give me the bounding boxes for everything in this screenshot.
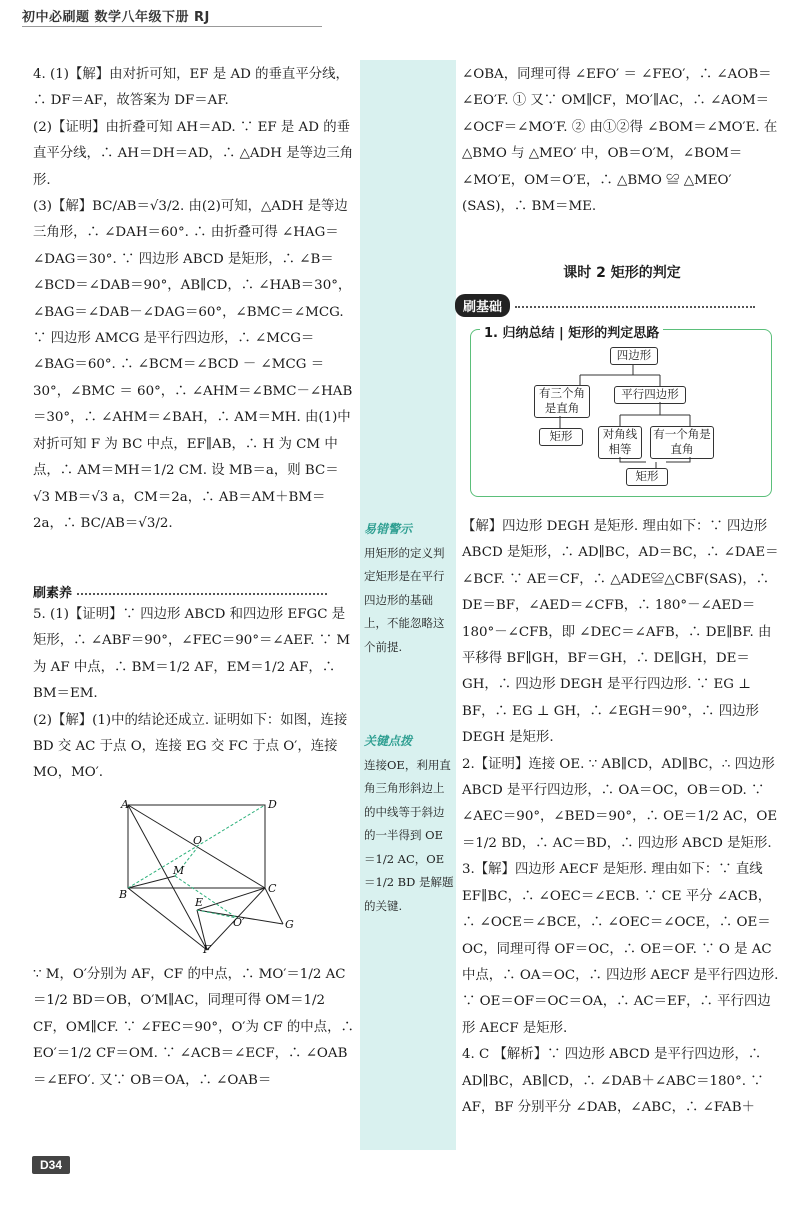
section-suyang-label: 刷素养 bbox=[33, 586, 73, 601]
right-column-answers bbox=[462, 514, 782, 1121]
problem-4-part-3: (3)【解】BC/AB＝√3/2. 由(2)可知，△ADH 是等边三角形，∴ ∠DAH＝60°. ∴ 由折叠可得 ∠HAG＝∠DAG＝30°. ∵ 四边形 ABCD 是矩形，∴ ∠B＝∠BCD＝∠DAB＝90°，AB∥CD，∴ ∠HAB＝30°，∠BAG＝∠DAB－∠DAG＝60°，∠BMC＝∠MCG. ∵ 四边形 AMCG 是平行四边形，∴ ∠MCG＝∠BAG＝60°. ∴ ∠BCM＝∠BCD － ∠MCG ＝ 30°，∠BMC ＝ 60°，∴ ∠AHM＝∠BMC－∠HAB＝30°，∴ ∠AHM＝∠BAH，∴ AM＝MH. 由(1)中对折可知 F 为 BC 中点，EF∥AB，∴ H 为 CM 中点，∴ AM＝MH＝1/2 CM. 设 MB＝a，则 BC＝√3 MB＝√3 a，CM＝2a，∴ AB＝AM＋BM＝2a，∴ BC/AB＝√3/2. bbox=[33, 199, 353, 531]
header-rule bbox=[22, 26, 322, 27]
mm-rectangle-1: 矩形 bbox=[539, 428, 583, 446]
label-o: O bbox=[193, 834, 203, 847]
label-m: M bbox=[173, 864, 185, 877]
label-o-prime: O′ bbox=[233, 916, 245, 929]
problem-4-part-2: (2)【证明】由折叠可知 AH＝AD. ∵ EF 是 AD 的垂直平分线，∴ AH＝DH＝AD，∴ △ADH 是等边三角形. bbox=[33, 119, 354, 188]
problem-3-answer: 3.【解】四边形 AECF 是矩形. 理由如下：∵ 直线 EF∥BC，∴ ∠OEC＝∠ECB. ∵ CE 平分 ∠ACB，∴ ∠OCE＝∠BCE，∴ ∠OEC＝∠OCE，∴ OE＝OC，同理可得 OF＝OC，∴ OE＝OF. ∵ O 是 AC 中点，∴ OA＝OC，∴ 四边形 AECF 是平行四边形. ∵ OE＝OF＝OC＝OA，∴ AC＝EF，∴ 平行四边形 AECF 是矩形. bbox=[462, 862, 779, 1036]
label-g: G bbox=[285, 918, 294, 931]
badge-shuajichu: 刷基础 bbox=[455, 294, 510, 317]
side-note-key-body: 连接OE，利用直角三角形斜边上的中线等于斜边的一半得到 OE＝1/2 AC，OE＝1/2 BD 是解题的关键. bbox=[364, 757, 454, 913]
page-number: D34 bbox=[32, 1156, 70, 1174]
side-note-mistake bbox=[364, 518, 454, 659]
mm-three-right-angles: 有三个角是直角 bbox=[534, 385, 590, 418]
problem-5-conclusion: ∠OBA，同理可得 ∠EFO′ ＝ ∠FEO′，∴ ∠AOB＝∠EO′F. ① 又∵ OM∥CF，MO′∥AC，∴ ∠AOM＝∠OCF＝∠MO′F. ② 由①②得 ∠BOM＝∠MO′E. 在 △BMO 与 △MEO′ 中，OB＝O′M，∠BOM＝∠MO′E，OM＝O′E，∴ △BMO ≌ △MEO′ (SAS)，∴ BM＝ME. bbox=[462, 67, 778, 215]
running-header: 初中必刷题 数学八年级下册 RJ bbox=[22, 10, 210, 25]
label-d: D bbox=[268, 800, 277, 811]
badge-dotted-rule bbox=[515, 306, 755, 308]
mm-rectangle-2: 矩形 bbox=[626, 468, 668, 486]
problem-4-answer: 4. C 【解析】∵ 四边形 ABCD 是平行四边形，∴ AD∥BC，AB∥CD，∴ ∠DAB＋∠ABC＝180°. ∵ AF，BF 分别平分 ∠DAB，∠ABC，∴ ∠FAB＋ bbox=[462, 1047, 764, 1115]
problem-4-part-1: 4. (1)【解】由对折可知，EF 是 AD 的垂直平分线，∴ DF＝AF，故答案为 DF＝AF. bbox=[33, 67, 349, 109]
problem-2-answer: 2.【证明】连接 OE. ∵ AB∥CD，AD∥BC，∴ 四边形 ABCD 是平行四边形，∴ OA＝OC，OB＝OD. ∵ ∠AEC＝90°，∠BED＝90°，∴ OE＝1/2 AC，OE＝1/2 BD，∴ AC＝BD，∴ 四边形 ABCD 是矩形. bbox=[462, 756, 778, 851]
mindmap-title: 1. 归纳总结 | 矩形的判定思路 bbox=[480, 322, 663, 341]
label-b: B bbox=[119, 888, 128, 901]
label-a: A bbox=[121, 800, 129, 811]
label-c: C bbox=[268, 882, 277, 895]
mm-one-right-angle: 有一个角是直角 bbox=[650, 426, 714, 459]
shuajichu-bar bbox=[455, 294, 755, 317]
label-f: F bbox=[203, 943, 211, 955]
problem-5-proof bbox=[33, 962, 355, 1094]
label-e: E bbox=[195, 896, 204, 909]
mindmap-connectors bbox=[520, 360, 730, 470]
mm-equal-diagonals: 对角线相等 bbox=[598, 426, 642, 459]
problem-5-part-3: ∵ M，O′分别为 AF，CF 的中点，∴ MO′＝1/2 AC＝1/2 BD＝OB，O′M∥AC，同理可得 OM＝1/2 CF，OM∥CF. ∵ ∠FEC＝90°，O′为 CF 的中点，∴ EO′＝1/2 CF＝OM. ∵ ∠ACB＝∠ECF，∴ ∠OAB＝∠EFO′. 又∵ OB＝OA，∴ ∠OAB＝ bbox=[33, 967, 354, 1088]
section-suyang bbox=[33, 582, 327, 601]
left-column bbox=[33, 62, 355, 537]
dotted-rule bbox=[77, 593, 327, 595]
problem-5-part-1: 5. (1)【证明】∵ 四边形 ABCD 和四边形 EFGC 是矩形，∴ ∠ABF＝90°，∠FEC＝90°＝∠AEF. ∵ M 为 AF 中点，∴ BM＝1/2 AF，EM＝1/2 AF，∴ BM＝EM. bbox=[33, 607, 351, 702]
problem-5-part-2: (2)【解】(1)中的结论还成立. 证明如下：如图，连接 BD 交 AC 于点 O，连接 EG 交 FC 于点 O′，连接 MO，MO′. bbox=[33, 712, 348, 781]
line-bm bbox=[128, 876, 175, 888]
mm-parallelogram: 平行四边形 bbox=[614, 386, 686, 404]
side-note-key-title: 关键点拨 bbox=[364, 734, 413, 748]
right-column-top bbox=[462, 62, 782, 220]
side-note-key bbox=[364, 730, 454, 918]
problem-1-answer: 【解】四边形 DEGH 是矩形. 理由如下：∵ 四边形 ABCD 是矩形，∴ AD∥BC，AD＝BC，∴ ∠DAE＝∠BCF. ∵ AE＝CF，∴ △ADE≌△CBF(SAS)，∴ DE＝BF，∠AED＝∠CFB，∴ 180°－∠AED＝180°－∠CFB，即 ∠DEC＝∠AFB，∴ DE∥BF. 由平移得 BF∥GH，BF＝GH，∴ DE∥GH，DE＝GH，∴ 四边形 DEGH 是平行四边形. ∵ EG ⊥ BF，∴ EG ⊥ GH，∴ ∠EGH＝90°，∴ 四边形 DEGH 是矩形. bbox=[462, 519, 779, 746]
side-note-mistake-title: 易错警示 bbox=[364, 522, 413, 536]
lesson-title: 课时 2 矩形的判定 bbox=[563, 265, 681, 281]
mm-root: 四边形 bbox=[610, 347, 658, 365]
geometry-figure bbox=[115, 800, 295, 955]
side-note-mistake-body: 用矩形的定义判定矩形是在平行四边形的基础上，不能忽略这个前提. bbox=[364, 545, 445, 654]
problem-5 bbox=[33, 602, 355, 787]
